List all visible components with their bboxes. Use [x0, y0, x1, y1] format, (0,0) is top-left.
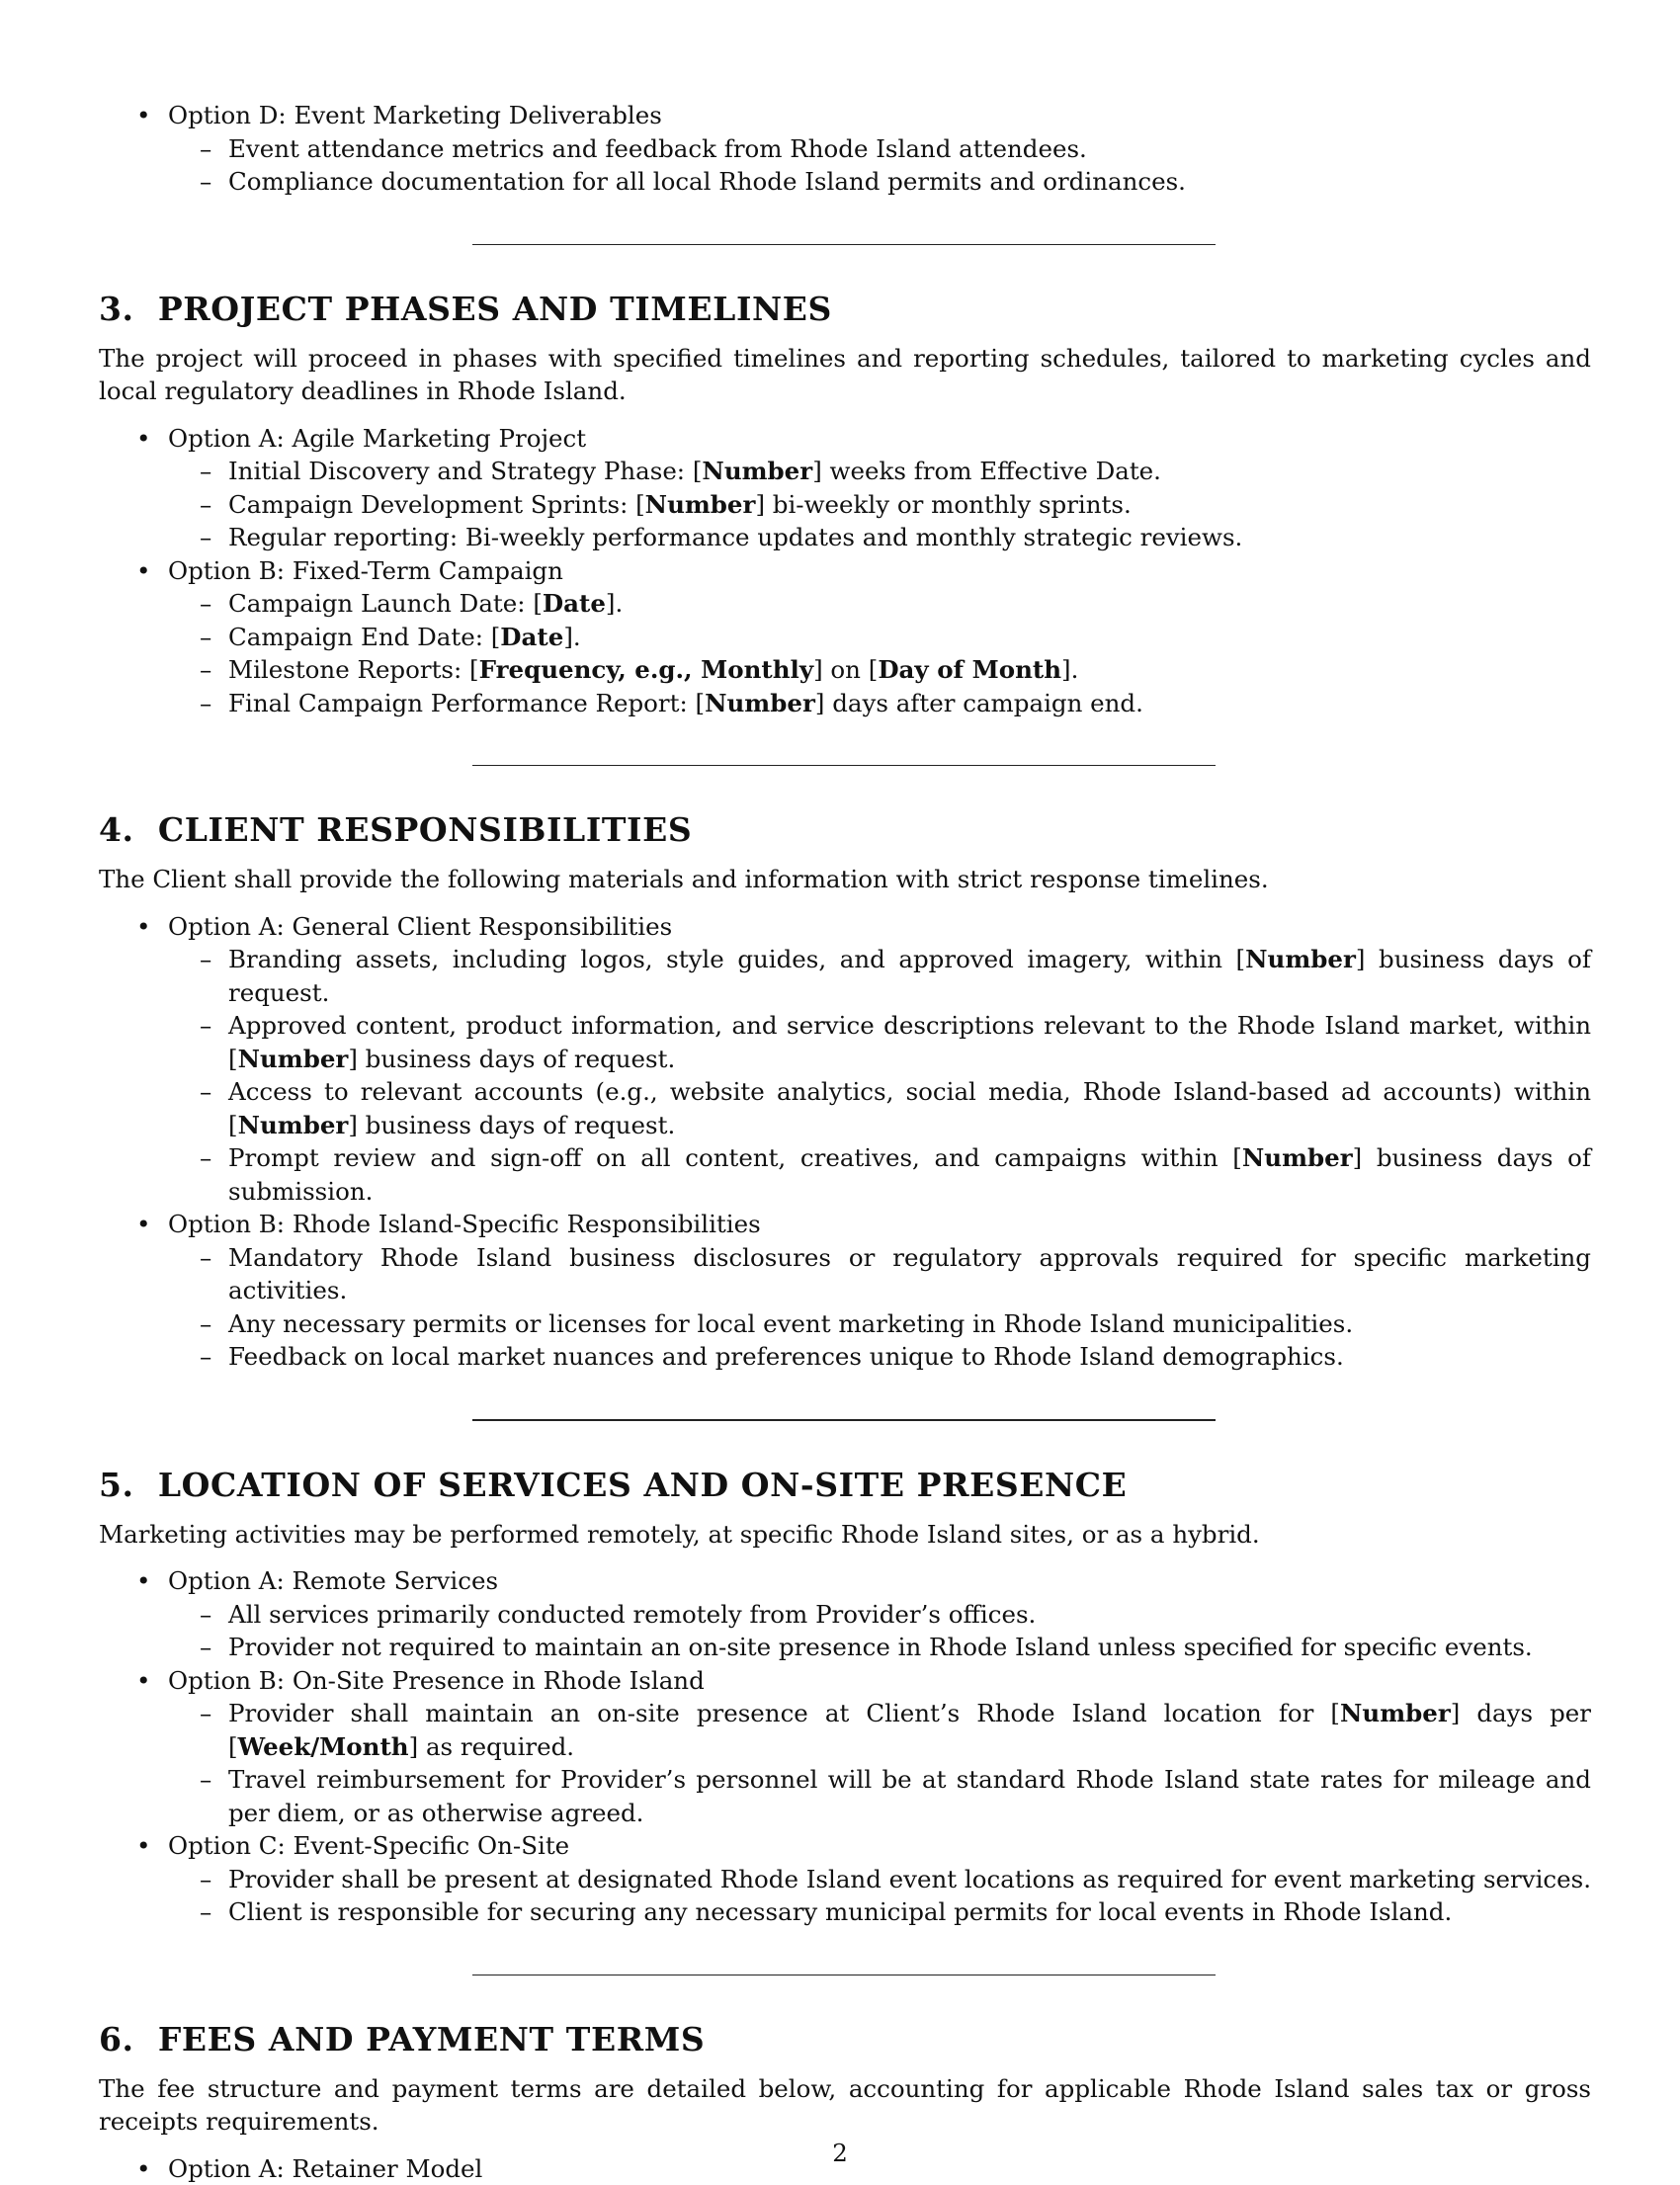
options-list: [99, 422, 1591, 720]
sub-list: [168, 455, 1591, 554]
option-item: [99, 99, 1591, 199]
sub-item: – Event attendance metrics and feedback from Rhode Island attendees.: [168, 132, 1591, 166]
section-intro: The project will proceed in phases with specified timelines and reporting schedules, tailored to marketing cycles and local regulatory deadlines in Rhode Island.: [99, 342, 1591, 408]
carryover-options: [99, 99, 1591, 199]
option-label: Option C: Event-Specific On-Site: [168, 1831, 569, 1860]
sub-item: – Campaign End Date: [Date].: [168, 621, 1591, 654]
placeholder-field: Frequency, e.g., Monthly: [479, 655, 813, 684]
placeholder-field: Number: [645, 490, 756, 519]
sub-item: – Branding assets, including logos, style guides, and approved imagery, within [Number] business days of request.: [168, 943, 1591, 1009]
sub-list: [168, 587, 1591, 719]
placeholder-field: Date: [543, 589, 606, 618]
sub-item: – Initial Discovery and Strategy Phase: [Number] weeks from Effective Date.: [168, 455, 1591, 488]
option-item: [99, 910, 1591, 1209]
section-intro: The Client shall provide the following materials and information with strict response timelines.: [99, 863, 1591, 896]
sub-item: – Campaign Development Sprints: [Number] bi-weekly or monthly sprints.: [168, 488, 1591, 522]
sub-item: – Milestone Reports: [Frequency, e.g., Monthly] on [Day of Month].: [168, 653, 1591, 687]
section-divider: [472, 765, 1216, 766]
sub-item: – Any necessary permits or licenses for local event marketing in Rhode Island municipalities.: [168, 1307, 1591, 1341]
section-intro: Marketing activities may be performed remotely, at specific Rhode Island sites, or as a hybrid.: [99, 1518, 1591, 1552]
placeholder-field: Number: [702, 457, 812, 485]
sub-item: – Client is responsible for securing any necessary municipal permits for local events in Rhode Island.: [168, 1895, 1591, 1929]
sub-item: – Prompt review and sign-off on all content, creatives, and campaigns within [Number] business days of submission.: [168, 1141, 1591, 1208]
sub-list: [168, 943, 1591, 1208]
sub-item: – Campaign Launch Date: [Date].: [168, 587, 1591, 621]
sub-item: – Provider not required to maintain an on-site presence in Rhode Island unless specified for specific events.: [168, 1631, 1591, 1664]
section-heading-4: 4. CLIENT RESPONSIBILITIES: [99, 810, 1591, 850]
sub-item: – Regular reporting: Bi-weekly performance updates and monthly strategic reviews.: [168, 521, 1591, 554]
sub-list: [168, 1863, 1591, 1929]
section-divider: [472, 244, 1216, 245]
option-item: [99, 1829, 1591, 1929]
section-heading-3: 3. PROJECT PHASES AND TIMELINES: [99, 290, 1591, 329]
options-list: [99, 910, 1591, 1374]
page-number: 2: [0, 2139, 1680, 2168]
option-label: Option B: On-Site Presence in Rhode Island: [168, 1666, 705, 1695]
sub-item: – Final Campaign Performance Report: [Number] days after campaign end.: [168, 687, 1591, 720]
sub-item: – Provider shall maintain an on-site presence at Client’s Rhode Island location for [Number] days per [Week/Month] as required.: [168, 1697, 1591, 1763]
option-label: Option B: Fixed-Term Campaign: [168, 556, 563, 585]
sub-item: – Mandatory Rhode Island business disclosures or regulatory approvals required for specific marketing activities.: [168, 1241, 1591, 1307]
placeholder-field: Number: [238, 1111, 349, 1139]
section-heading-5: 5. LOCATION OF SERVICES AND ON-SITE PRESENCE: [99, 1466, 1591, 1505]
section-intro: The fee structure and payment terms are detailed below, accounting for applicable Rhode Island sales tax or gross receipts requirements.: [99, 2072, 1591, 2139]
option-label: Option A: Agile Marketing Project: [168, 424, 586, 453]
placeholder-field: Week/Month: [238, 1732, 409, 1761]
option-item: [99, 1208, 1591, 1374]
section-divider: [472, 1419, 1216, 1421]
option-item: [99, 1664, 1591, 1830]
placeholder-field: Number: [238, 1045, 349, 1073]
option-label: Option D: Event Marketing Deliverables: [168, 101, 662, 129]
placeholder-field: Number: [1245, 945, 1356, 973]
sub-item: – Provider shall be present at designated Rhode Island event locations as required for event marketing services.: [168, 1863, 1591, 1896]
sub-item: – Approved content, product information, and service descriptions relevant to the Rhode Island market, within [Number] business days of request.: [168, 1009, 1591, 1075]
sub-list: [168, 132, 1591, 199]
option-item: [99, 422, 1591, 554]
section-heading-6: 6. FEES AND PAYMENT TERMS: [99, 2020, 1591, 2059]
sub-item: – All services primarily conducted remotely from Provider’s offices.: [168, 1598, 1591, 1632]
sub-item: – Access to relevant accounts (e.g., website analytics, social media, Rhode Island-based ad accounts) within [Number] business days of request.: [168, 1075, 1591, 1141]
sub-item: – Travel reimbursement for Provider’s personnel will be at standard Rhode Island state rates for mileage and per diem, or as otherwise agreed.: [168, 1763, 1591, 1829]
option-label: Option A: Remote Services: [168, 1566, 498, 1595]
placeholder-field: Date: [500, 623, 563, 651]
sub-item: – Feedback on local market nuances and preferences unique to Rhode Island demographics.: [168, 1340, 1591, 1374]
placeholder-field: Number: [1340, 1699, 1451, 1727]
option-label: Option A: Retainer Model: [168, 2154, 482, 2183]
sub-item: – Compliance documentation for all local Rhode Island permits and ordinances.: [168, 165, 1591, 199]
option-label: Option A: General Client Responsibilities: [168, 912, 672, 941]
option-label: Option B: Rhode Island-Specific Responsibilities: [168, 1210, 761, 1238]
option-item: [99, 1564, 1591, 1664]
page-content: [99, 99, 1591, 2185]
placeholder-field: Day of Month: [878, 655, 1061, 684]
sub-list: [168, 1598, 1591, 1664]
options-list: [99, 1564, 1591, 1929]
sub-list: [168, 1697, 1591, 1829]
option-item: [99, 554, 1591, 720]
placeholder-field: Number: [1242, 1143, 1353, 1172]
sub-list: [168, 1241, 1591, 1374]
placeholder-field: Number: [705, 689, 815, 717]
